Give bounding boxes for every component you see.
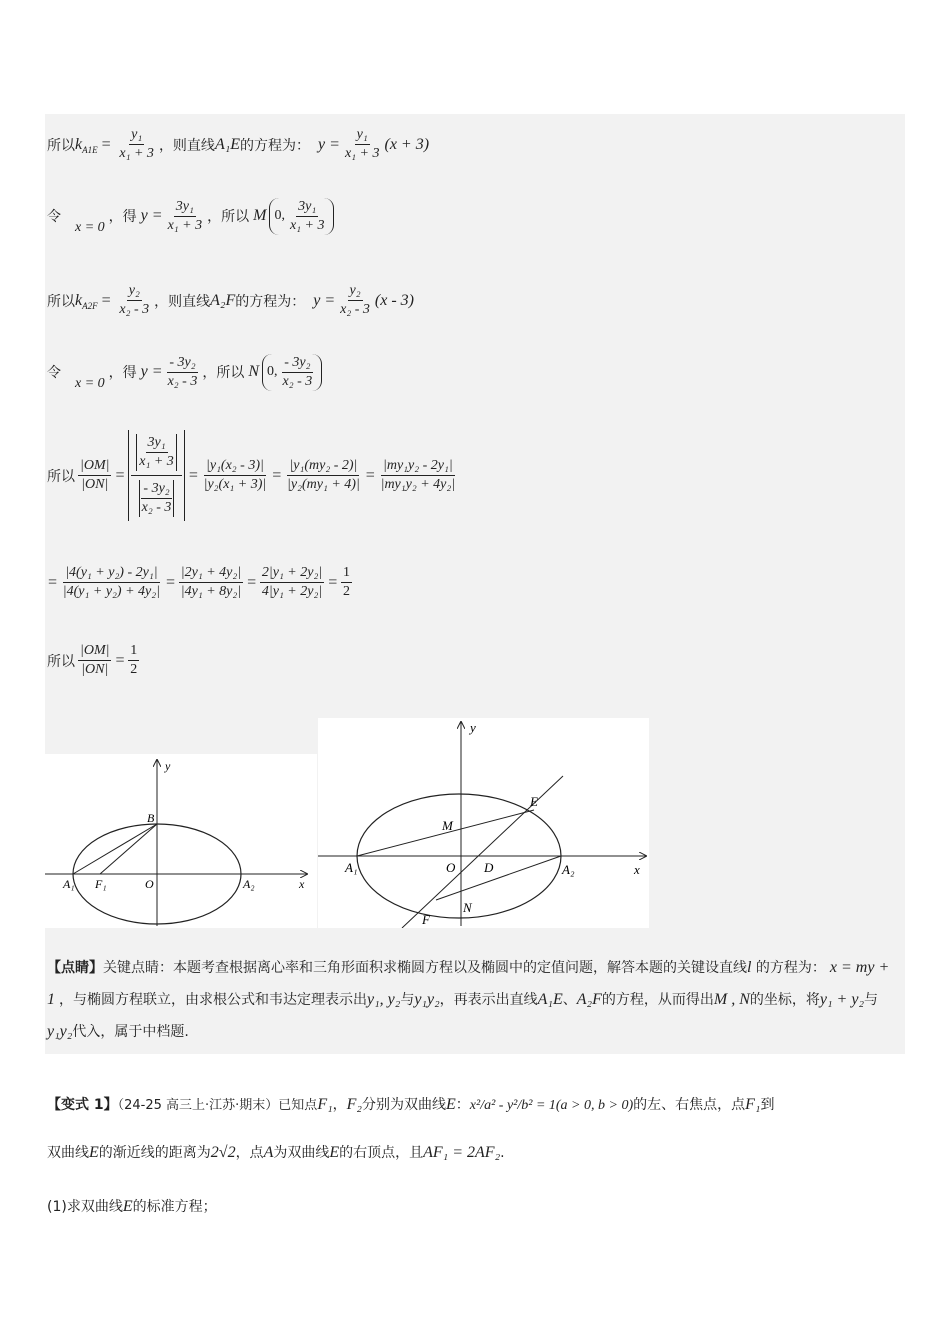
numerator: y₁ — [129, 126, 144, 145]
fraction — [343, 126, 382, 163]
label-x: x — [634, 862, 640, 877]
denominator: |4(y₁ + y₂) + 4y₂| — [62, 584, 160, 599]
line-ef — [402, 776, 563, 928]
fraction — [341, 564, 352, 601]
text: 令 — [47, 365, 61, 381]
remark-paragraph — [47, 952, 897, 1048]
fraction — [281, 354, 315, 391]
equals: = — [246, 573, 257, 591]
line-ratio-2 — [47, 564, 355, 601]
text: 的渐近线的距离为 — [98, 1145, 211, 1161]
equals: = — [271, 466, 283, 484]
text: ，则直线 — [154, 293, 211, 310]
equals: = — [327, 573, 338, 591]
math: x = my + 1 — [47, 959, 890, 1008]
text: 为双曲线 — [273, 1145, 330, 1161]
equals: = — [100, 291, 112, 309]
figure-ellipse-2 — [318, 718, 649, 928]
variant-line-2 — [47, 1142, 505, 1162]
denominator — [134, 476, 180, 521]
text: ，点 — [235, 1145, 264, 1161]
math: A — [263, 1144, 274, 1161]
text: 令 — [47, 209, 61, 225]
label-o: O — [446, 860, 456, 875]
text: 的右顶点，且 — [339, 1145, 424, 1161]
numerator: 1 — [341, 564, 352, 583]
math: y₁, y₂ — [367, 991, 401, 1008]
variant-tag: 【变式 1】 — [47, 1097, 118, 1113]
line-name: A₂F — [210, 291, 236, 309]
numerator: |y₁(my₂ - 2)| — [287, 457, 359, 476]
math: l — [747, 959, 752, 976]
text: ，则直线 — [158, 137, 215, 154]
numerator — [131, 430, 182, 476]
text: ，与椭圆方程联立，由求根公式和韦达定理表示出 — [59, 992, 367, 1008]
numerator: |OM| — [78, 457, 111, 476]
fraction — [202, 457, 269, 494]
text: 所以 — [47, 468, 75, 485]
equals: = — [114, 651, 126, 669]
coordinates — [262, 354, 322, 391]
numerator: |2y₁ + 4y₂| — [179, 564, 243, 583]
denominator: 2 — [130, 662, 138, 677]
text: ，所以 — [202, 365, 245, 381]
text: 到 — [760, 1097, 775, 1113]
fraction — [285, 457, 362, 494]
equals: = — [47, 573, 58, 591]
fraction — [260, 564, 324, 601]
segment-f1b — [100, 824, 157, 874]
source: （24-25 高三上·江苏·期末）已知点 — [117, 1098, 318, 1113]
numerator: |y₁(x₂ - 3)| — [204, 457, 266, 476]
text: ： — [455, 1097, 470, 1113]
fraction — [78, 642, 111, 679]
expr: 0, — [267, 364, 278, 379]
text: ，得 — [108, 365, 137, 381]
text: 分别为双曲线 — [362, 1097, 446, 1113]
denominator: x₁ + 3 — [167, 217, 203, 233]
math: AF₁ = 2AF₂ — [423, 1144, 501, 1161]
expr: 0, — [274, 208, 285, 223]
math: 2√2 — [210, 1144, 236, 1161]
point-label: M — [253, 207, 267, 224]
expr: y = — [313, 291, 336, 309]
hyperbola-equation: x²/a² - y²/b² = 1(a > 0, b > 0) — [469, 1098, 634, 1113]
text: ，所以 — [207, 209, 250, 225]
math: E — [446, 1096, 456, 1113]
label-b: B — [147, 811, 155, 825]
slope-subscript: A1E — [82, 144, 98, 155]
text: 双曲线 — [47, 1145, 89, 1161]
math: y₁y₂ — [414, 991, 440, 1008]
coordinates — [269, 198, 334, 235]
math: F₂ — [346, 1096, 362, 1113]
line-ratio-1 — [47, 430, 460, 521]
expr: x = 0 — [75, 376, 105, 391]
line-slope-a1e — [47, 126, 429, 163]
variant-question-1 — [47, 1196, 217, 1216]
point-label: N — [248, 363, 259, 380]
fraction — [379, 457, 458, 494]
denominator: x₁ + 3 — [139, 454, 174, 469]
math: E — [89, 1144, 99, 1161]
math: y₁ + y₂ — [819, 991, 864, 1008]
line-point-n — [47, 352, 325, 392]
denominator: 2 — [342, 584, 350, 599]
text: ，再表示出直线 — [439, 992, 538, 1008]
text: . — [500, 1145, 505, 1161]
denominator: x₂ - 3 — [141, 500, 172, 515]
variant-line-1 — [47, 1094, 774, 1114]
text: ，得 — [108, 209, 137, 225]
text: 的标准方程； — [132, 1199, 217, 1215]
equals: = — [364, 466, 376, 484]
fraction — [166, 354, 200, 391]
remark-tag: 【点睛】 — [47, 960, 103, 976]
text: 与 — [400, 992, 415, 1008]
fraction — [78, 457, 111, 494]
label-o: O — [145, 877, 154, 891]
denominator: x₁ + 3 — [119, 146, 154, 161]
segment-a1b — [73, 824, 157, 874]
expr: (x - 3) — [374, 291, 415, 309]
numerator: 2|y₁ + 2y₂| — [260, 564, 324, 583]
figure-ellipse-1 — [45, 754, 317, 928]
denominator: x₂ - 3 — [119, 302, 150, 317]
label-n: N — [463, 900, 472, 915]
label-a1: A₁ — [345, 860, 358, 875]
text: 的左、右焦点，点 — [633, 1097, 746, 1113]
text: 关键点睛：本题考查根据离心率和三角形面积求椭圆方程以及椭圆中的定值问题，解答本题的关键设直线 — [103, 960, 747, 976]
numerator: y₂ — [127, 282, 142, 301]
math: A₁E — [537, 991, 563, 1008]
text: 代入，属于中档题. — [72, 1024, 189, 1040]
fraction — [61, 564, 162, 601]
fraction — [117, 126, 156, 163]
numerator: |my₁y₂ - 2y₁| — [381, 457, 455, 476]
numerator: |4(y₁ + y₂) - 2y₁| — [63, 564, 159, 583]
math: F₁ — [317, 1096, 333, 1113]
label-f1: F₁ — [95, 877, 107, 891]
numerator: - 3y₂ — [167, 354, 197, 373]
denominator: x₁ + 3 — [289, 217, 325, 233]
figure-2-svg — [318, 718, 649, 928]
denominator: |ON| — [81, 662, 109, 677]
denominator: x₁ + 3 — [344, 146, 380, 161]
line-name: A₁E — [214, 135, 241, 153]
math: F₁ — [745, 1096, 761, 1113]
text: 所以 — [47, 653, 75, 670]
segment-a1e — [357, 810, 534, 856]
fraction — [166, 198, 205, 235]
expr: (x + 3) — [384, 135, 430, 153]
equals: = — [164, 573, 176, 591]
expr: y = — [318, 135, 340, 153]
numerator: - 3y₂ — [141, 480, 171, 499]
math: y₁y₂ — [47, 1023, 73, 1040]
text: 与 — [864, 992, 878, 1008]
label-a2: A₂ — [562, 862, 575, 877]
text: 、 — [562, 992, 577, 1008]
numerator: 1 — [128, 642, 139, 661]
label-m: M — [442, 818, 453, 833]
label-d: D — [484, 860, 494, 875]
label-a1: A₁ — [63, 877, 75, 891]
denominator: x₂ - 3 — [167, 373, 198, 389]
numerator: y₂ — [348, 282, 363, 301]
numerator: 3y₁ — [296, 198, 318, 217]
line-conclusion — [47, 642, 142, 679]
line-slope-a2f — [47, 282, 414, 319]
denominator: |y₂(my₁ + 4)| — [287, 477, 360, 492]
fraction — [179, 564, 243, 601]
compound-fraction — [128, 430, 185, 521]
numerator: 3y₁ — [146, 434, 168, 453]
equals: = — [114, 466, 126, 484]
math: E — [329, 1144, 340, 1161]
expr: y = — [140, 363, 163, 380]
denominator: |4y₁ + 8y₂| — [180, 584, 242, 599]
label-f: F — [422, 912, 430, 927]
fraction — [117, 282, 151, 319]
text: 所以 — [47, 137, 75, 154]
slope-symbol: k — [75, 135, 83, 153]
math: E — [122, 1198, 133, 1215]
fraction — [136, 434, 177, 471]
denominator: x₂ - 3 — [282, 373, 313, 389]
line-point-m — [47, 196, 337, 236]
denominator: 4|y₁ + 2y₂| — [261, 584, 323, 599]
slope-subscript: A2F — [82, 300, 98, 311]
text: 的方程为： — [755, 960, 826, 976]
figure-1-svg — [45, 754, 317, 928]
denominator: |my₁y₂ + 4y₂| — [380, 477, 456, 492]
fraction — [338, 282, 372, 319]
numerator: |OM| — [78, 642, 111, 661]
denominator: x₂ - 3 — [340, 302, 370, 317]
numerator: y₁ — [355, 126, 370, 145]
text: 的坐标，将 — [749, 992, 820, 1008]
equals: = — [187, 466, 199, 484]
numerator: 3y₁ — [174, 198, 196, 217]
numerator: - 3y₂ — [282, 354, 312, 373]
label-x: x — [299, 877, 305, 891]
text: 的方程，从而得出 — [601, 992, 714, 1008]
expr: y = — [140, 207, 163, 224]
expr: x = 0 — [75, 220, 105, 235]
text: (1)求双曲线 — [47, 1199, 123, 1215]
denominator: |y₂(x₁ + 3)| — [203, 477, 267, 492]
label-e: E — [530, 794, 538, 809]
slope-symbol: k — [75, 291, 83, 309]
denominator: |ON| — [81, 477, 109, 492]
math: A₂F — [576, 991, 602, 1008]
text: ， — [332, 1097, 347, 1113]
label-y: y — [165, 759, 171, 773]
text: 的方程为： — [240, 137, 311, 154]
fraction — [288, 198, 327, 235]
text: 的方程为： — [235, 293, 306, 310]
label-y: y — [470, 720, 476, 735]
text: 所以 — [47, 293, 75, 310]
label-a2: A₂ — [243, 877, 255, 891]
math: M , N — [713, 991, 750, 1008]
equals: = — [100, 135, 112, 153]
fraction — [139, 480, 175, 517]
fraction — [128, 642, 139, 679]
